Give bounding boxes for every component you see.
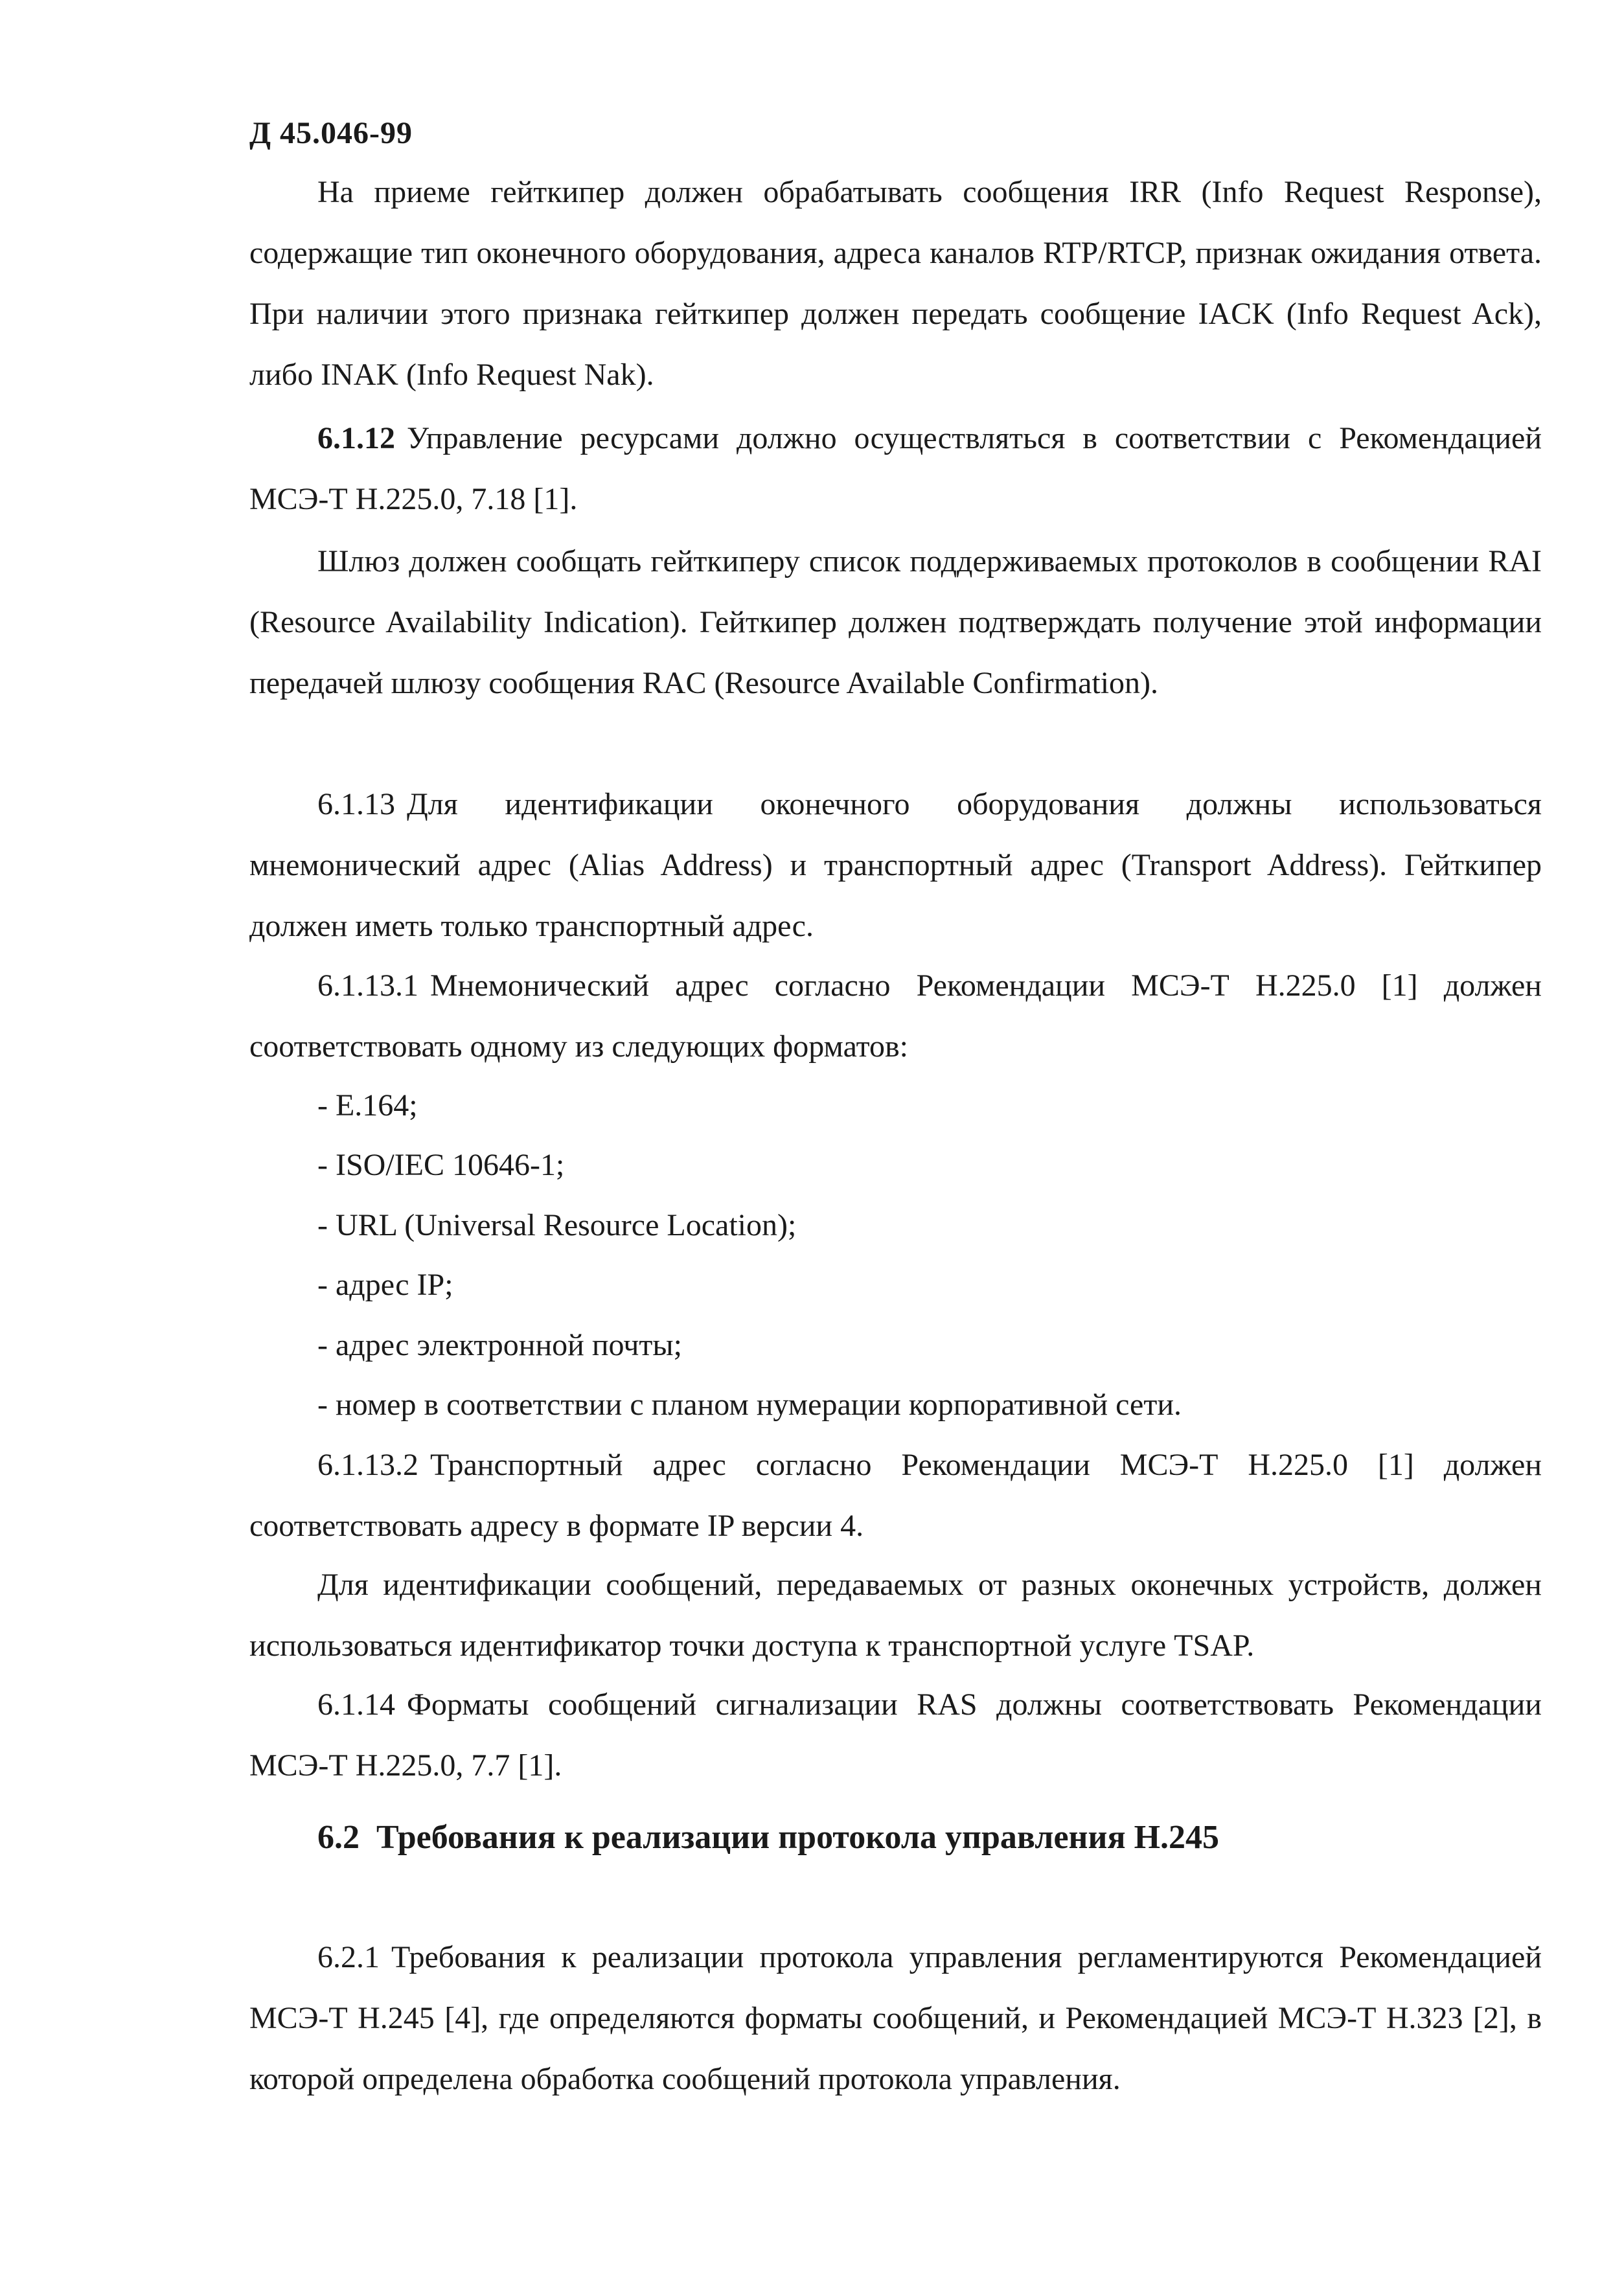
paragraph-rai <box>249 531 1542 714</box>
list-item: - ISO/IEC 10646-1; <box>317 1148 565 1182</box>
clause-number: 6.1.13.2 <box>317 1448 418 1482</box>
paragraph-text: Для идентификации сообщений, передаваемых от разных оконечных устройств, должен использоваться идентификатор точки доступа к транспортной услуге TSAP. <box>249 1568 1542 1663</box>
list-item: - Е.164; <box>317 1088 418 1123</box>
list-item: - номер в соответствии с планом нумерации корпоративной сети. <box>317 1388 1182 1422</box>
list-item: - URL (Universal Resource Location); <box>317 1208 797 1242</box>
paragraph-text: Требования к реализации протокола управления регламентируются Рекомендацией МСЭ-Т Н.245 [4], где определяются форматы сообщений, и Рекомендацией МСЭ-Т Н.323 [2], в которой определена обработка сообщений протокола управления. <box>249 1940 1542 2096</box>
clause-number: 6.1.13 <box>317 787 395 821</box>
section-heading-6-2 <box>317 1807 1219 1868</box>
paragraph-irr <box>249 162 1542 405</box>
clause-number: 6.1.13.1 <box>317 968 418 1003</box>
list-item: - адрес IP; <box>317 1268 453 1302</box>
paragraph-text: Шлюз должен сообщать гейткиперу список поддерживаемых протоколов в сообщении RAI (Resource Availability Indication). Гейткипер должен подтверждать получение этой информации передачей шлюзу сообщения RAC (Resource Available Confirmation). <box>249 544 1542 700</box>
paragraph-text: Мнемонический адрес согласно Рекомендации МСЭ-Т Н.225.0 [1] должен соответствовать одному из следующих форматов: <box>249 968 1542 1064</box>
paragraph-text: Управление ресурсами должно осуществляться в соответствии с Рекомендацией МСЭ-Т Н.225.0, 7.18 [1]. <box>249 421 1542 516</box>
paragraph-6-2-1 <box>249 1927 1542 2110</box>
paragraph-6-1-12 <box>249 408 1542 530</box>
paragraph-text: Транспортный адрес согласно Рекомендации МСЭ-Т Н.225.0 [1] должен соответствовать адресу в формате IP версии 4. <box>249 1448 1542 1543</box>
clause-number: 6.1.12 <box>317 421 395 455</box>
section-number: 6.2 <box>317 1819 360 1856</box>
paragraph-text: Для идентификации оконечного оборудования должны использоваться мнемонический адрес (Alias Address) и транспортный адрес (Transport Address). Гейткипер должен иметь только транспортный адрес. <box>249 787 1542 943</box>
document-code: Д 45.046-99 <box>249 116 413 150</box>
list-item: - адрес электронной почты; <box>317 1328 682 1362</box>
paragraph-text: На приеме гейткипер должен обрабатывать сообщения IRR (Info Request Response), содержащие тип оконечного оборудования, адреса каналов RTP/RTCP, признак ожидания ответа. При наличии этого признака гейткипер должен передать сообщение IACK (Info Request Ack), либо INAK (Info Request Nak). <box>249 175 1542 392</box>
clause-number: 6.1.14 <box>317 1687 395 1722</box>
section-title: Требования к реализации протокола управления Н.245 <box>376 1819 1220 1856</box>
paragraph-6-1-14 <box>249 1674 1542 1796</box>
clause-number: 6.2.1 <box>317 1940 380 1974</box>
paragraph-text: Форматы сообщений сигнализации RAS должны соответствовать Рекомендации МСЭ-Т Н.225.0, 7.7 [1]. <box>249 1687 1542 1783</box>
paragraph-6-1-13 <box>249 774 1542 957</box>
paragraph-6-1-13-2 <box>249 1435 1542 1557</box>
paragraph-6-1-13-1 <box>249 955 1542 1077</box>
paragraph-tsap <box>249 1555 1542 1676</box>
